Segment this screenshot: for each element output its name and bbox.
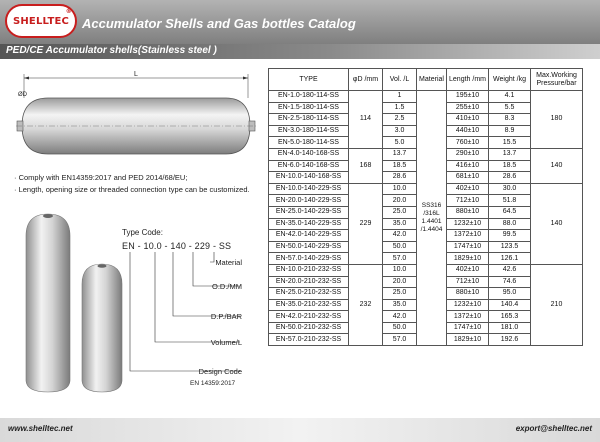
cell-weight: 123.5 xyxy=(489,241,531,253)
cell-pressure: 140 xyxy=(531,183,583,264)
section-bar xyxy=(0,44,600,59)
table-row xyxy=(269,91,583,103)
shelltec-logo xyxy=(5,4,77,38)
cell-pressure: 140 xyxy=(531,148,583,183)
cell-weight: 74.6 xyxy=(489,276,531,288)
cell-type: EN-1.5-180-114-SS xyxy=(269,102,349,114)
email-link[interactable]: export@shelltec.net xyxy=(515,424,592,433)
cell-material: SS316 /316L 1.4401 /1.4404 xyxy=(417,91,447,346)
cell-type: EN-42.0-140-229-SS xyxy=(269,230,349,242)
cell-length: 402±10 xyxy=(447,264,489,276)
cell-type: EN-57.0-140-229-SS xyxy=(269,253,349,265)
cell-vol: 1 xyxy=(383,91,417,103)
cell-vol: 25.0 xyxy=(383,206,417,218)
cell-vol: 10.0 xyxy=(383,183,417,195)
cell-vol: 13.7 xyxy=(383,148,417,160)
cell-vol: 2.5 xyxy=(383,114,417,126)
cell-length: 1829±10 xyxy=(447,253,489,265)
cell-weight: 95.0 xyxy=(489,288,531,300)
cell-weight: 28.6 xyxy=(489,172,531,184)
header-pressure: Max.Working Pressure/bar xyxy=(531,69,583,91)
type-code-legend xyxy=(122,228,262,398)
length-label: L xyxy=(134,71,138,78)
cell-length: 880±10 xyxy=(447,288,489,300)
type-code-item-od: O.D./MM xyxy=(212,282,242,291)
cell-length: 1372±10 xyxy=(447,311,489,323)
cell-weight: 99.5 xyxy=(489,230,531,242)
cell-od: 114 xyxy=(349,91,383,149)
website-link[interactable]: www.shelltec.net xyxy=(8,424,73,433)
cell-vol: 42.0 xyxy=(383,311,417,323)
cell-vol: 35.0 xyxy=(383,299,417,311)
header-bar xyxy=(0,0,600,44)
spec-table xyxy=(268,68,583,346)
type-code-item-volume: Volume/L xyxy=(210,338,242,347)
cell-length: 1747±10 xyxy=(447,322,489,334)
cell-type: EN-10.0-210-232-SS xyxy=(269,264,349,276)
cell-type: EN-6.0-140-168-SS xyxy=(269,160,349,172)
cell-weight: 88.0 xyxy=(489,218,531,230)
compliance-note: · Comply with EN14359:2017 and PED 2014/68/EU; xyxy=(14,173,188,182)
type-code-item-design-code: Design Code xyxy=(198,367,242,376)
cell-length: 1232±10 xyxy=(447,218,489,230)
cell-type: EN-10.0-140-168-SS xyxy=(269,172,349,184)
cell-type: EN-4.0-140-168-SS xyxy=(269,148,349,160)
cell-type: EN-50.0-140-229-SS xyxy=(269,241,349,253)
cell-type: EN-25.0-140-229-SS xyxy=(269,206,349,218)
header-weight: Weight /kg xyxy=(489,69,531,91)
tall-bottle xyxy=(26,214,70,392)
cell-length: 1829±10 xyxy=(447,334,489,346)
cell-type: EN-20.0-210-232-SS xyxy=(269,276,349,288)
header-type: TYPE xyxy=(269,69,349,91)
logo-text: SHELLTEC xyxy=(12,15,70,27)
cell-length: 1747±10 xyxy=(447,241,489,253)
cell-weight: 140.4 xyxy=(489,299,531,311)
cell-type: EN-35.0-140-229-SS xyxy=(269,218,349,230)
cell-type: EN-35.0-210-232-SS xyxy=(269,299,349,311)
cell-length: 440±10 xyxy=(447,125,489,137)
cell-vol: 5.0 xyxy=(383,137,417,149)
cell-vol: 35.0 xyxy=(383,218,417,230)
cell-type: EN-42.0-210-232-SS xyxy=(269,311,349,323)
cell-length: 416±10 xyxy=(447,160,489,172)
cell-pressure: 180 xyxy=(531,91,583,149)
cell-vol: 50.0 xyxy=(383,322,417,334)
registered-mark: ® xyxy=(65,8,72,15)
cell-type: EN-50.0-210-232-SS xyxy=(269,322,349,334)
cell-length: 290±10 xyxy=(447,148,489,160)
cell-length: 1372±10 xyxy=(447,230,489,242)
cell-length: 880±10 xyxy=(447,206,489,218)
diameter-label: ØD xyxy=(18,92,27,98)
header-od: φD /mm xyxy=(349,69,383,91)
type-code-example: EN - 10.0 - 140 - 229 - SS xyxy=(122,241,232,251)
cell-vol: 50.0 xyxy=(383,241,417,253)
cell-vol: 42.0 xyxy=(383,230,417,242)
footer-bar xyxy=(0,418,600,442)
cell-type: EN-5.0-180-114-SS xyxy=(269,137,349,149)
cell-length: 1232±10 xyxy=(447,299,489,311)
cell-vol: 18.5 xyxy=(383,160,417,172)
cell-weight: 8.3 xyxy=(489,114,531,126)
cell-type: EN-3.0-180-114-SS xyxy=(269,125,349,137)
header-vol: Vol. /L xyxy=(383,69,417,91)
design-standard: EN 14359:2017 xyxy=(190,380,236,387)
table-header-row xyxy=(269,69,583,91)
cell-weight: 8.9 xyxy=(489,125,531,137)
cell-weight: 181.0 xyxy=(489,322,531,334)
type-code-item-material: Material xyxy=(215,258,242,267)
cell-vol: 57.0 xyxy=(383,334,417,346)
cell-vol: 10.0 xyxy=(383,264,417,276)
cell-weight: 42.6 xyxy=(489,264,531,276)
catalog-title: Accumulator Shells and Gas bottles Catalog xyxy=(82,16,356,31)
cell-length: 255±10 xyxy=(447,102,489,114)
type-code-label: Type Code: xyxy=(122,228,163,237)
cell-type: EN-57.0-210-232-SS xyxy=(269,334,349,346)
cell-weight: 18.5 xyxy=(489,160,531,172)
cell-weight: 15.5 xyxy=(489,137,531,149)
spec-table-body xyxy=(269,91,583,346)
shell-dimension-diagram xyxy=(14,68,258,168)
cell-type: EN-25.0-210-232-SS xyxy=(269,288,349,300)
cell-weight: 5.5 xyxy=(489,102,531,114)
cell-od: 168 xyxy=(349,148,383,183)
cell-weight: 126.1 xyxy=(489,253,531,265)
cell-weight: 30.0 xyxy=(489,183,531,195)
section-subtitle: PED/CE Accumulator shells(Stainless steel ) xyxy=(6,45,217,56)
gas-bottles-photo xyxy=(12,208,132,396)
cell-vol: 57.0 xyxy=(383,253,417,265)
cell-length: 195±10 xyxy=(447,91,489,103)
cell-vol: 3.0 xyxy=(383,125,417,137)
header-material: Material xyxy=(417,69,447,91)
type-code-item-pressure: D.P./BAR xyxy=(210,312,242,321)
cell-vol: 28.6 xyxy=(383,172,417,184)
cell-weight: 165.3 xyxy=(489,311,531,323)
cell-length: 410±10 xyxy=(447,114,489,126)
cell-vol: 20.0 xyxy=(383,195,417,207)
cell-type: EN-20.0-140-229-SS xyxy=(269,195,349,207)
cell-length: 681±10 xyxy=(447,172,489,184)
cell-weight: 51.8 xyxy=(489,195,531,207)
cell-vol: 20.0 xyxy=(383,276,417,288)
cell-length: 712±10 xyxy=(447,195,489,207)
customization-note: · Length, opening size or threaded connection type can be customized. xyxy=(14,185,250,194)
cell-type: EN-1.0-180-114-SS xyxy=(269,91,349,103)
cell-weight: 13.7 xyxy=(489,148,531,160)
cell-vol: 25.0 xyxy=(383,288,417,300)
cell-od: 232 xyxy=(349,264,383,345)
cell-type: EN-10.0-140-229-SS xyxy=(269,183,349,195)
cell-length: 402±10 xyxy=(447,183,489,195)
cell-pressure: 210 xyxy=(531,264,583,345)
cell-vol: 1.5 xyxy=(383,102,417,114)
cell-weight: 192.6 xyxy=(489,334,531,346)
cell-od: 229 xyxy=(349,183,383,264)
cell-type: EN-2.5-180-114-SS xyxy=(269,114,349,126)
cell-weight: 64.5 xyxy=(489,206,531,218)
short-bottle xyxy=(82,264,122,392)
compliance-notes xyxy=(14,172,250,196)
cell-weight: 4.1 xyxy=(489,91,531,103)
cell-length: 712±10 xyxy=(447,276,489,288)
cell-length: 760±10 xyxy=(447,137,489,149)
header-length: Length /mm xyxy=(447,69,489,91)
